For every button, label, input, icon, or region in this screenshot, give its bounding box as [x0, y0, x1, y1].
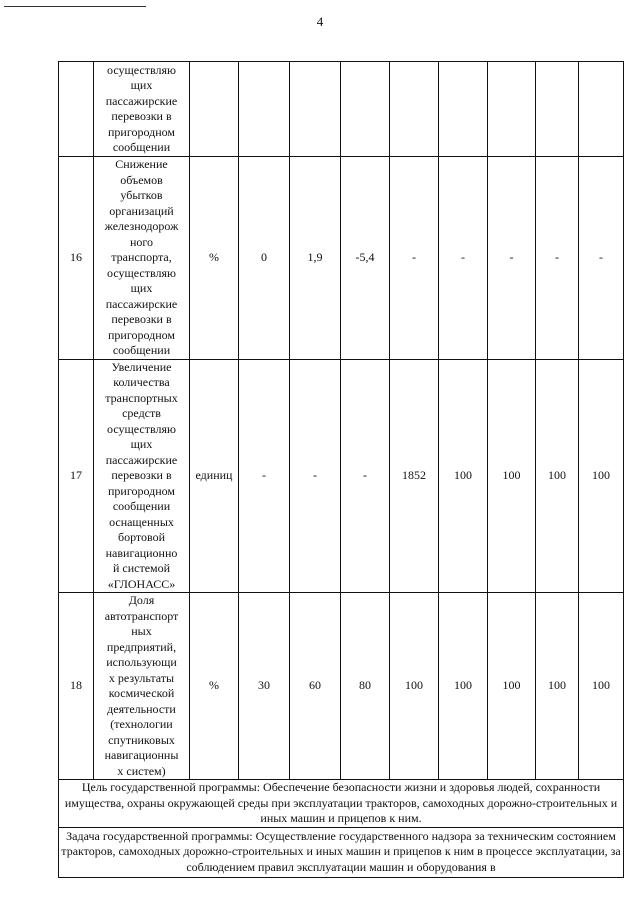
task-row: [59, 827, 624, 877]
value-cell: 30: [239, 593, 290, 780]
page-number: 4: [316, 14, 324, 29]
table-body: [59, 62, 624, 780]
goal-text: Цель государственной программы: Обеспечение безопасности жизни и здоровья людей, сохранности имущества, охраны окружающей среды при эксплуатации тракторов, самоходных дорожно-строительных и иных машин и прицепов к ним.: [59, 780, 624, 828]
value-cell: 0: [239, 157, 290, 360]
value-cell: -: [341, 359, 390, 593]
row-number-cell: 17: [59, 359, 94, 593]
value-cell: 100: [488, 593, 536, 780]
row-number-cell: [59, 62, 94, 157]
indicator-name-cell: Увеличение количества транспортных средств осуществляю щих пассажирские перевозки в пригородном сообщении оснащенных бортовой навигационно й системой «ГЛОНАСС»: [94, 359, 190, 593]
value-cell: [290, 62, 341, 157]
value-cell: 100: [439, 359, 488, 593]
value-cell: [579, 62, 624, 157]
table-row: [59, 359, 624, 593]
value-cell: 100: [488, 359, 536, 593]
value-cell: -: [439, 157, 488, 360]
value-cell: [239, 62, 290, 157]
row-number-cell: 18: [59, 593, 94, 780]
value-cell: -: [390, 157, 439, 360]
value-cell: 80: [341, 593, 390, 780]
value-cell: -: [536, 157, 579, 360]
unit-cell: единиц: [190, 359, 239, 593]
header-rule: [4, 6, 146, 7]
value-cell: -5,4: [341, 157, 390, 360]
table-row: [59, 593, 624, 780]
value-cell: 100: [579, 359, 624, 593]
value-cell: 100: [390, 593, 439, 780]
value-cell: [439, 62, 488, 157]
value-cell: -: [290, 359, 341, 593]
value-cell: 100: [579, 593, 624, 780]
value-cell: [341, 62, 390, 157]
unit-cell: %: [190, 157, 239, 360]
unit-cell: %: [190, 593, 239, 780]
value-cell: [390, 62, 439, 157]
value-cell: [488, 62, 536, 157]
indicators-table: [58, 61, 624, 878]
unit-cell: [190, 62, 239, 157]
row-number-cell: 16: [59, 157, 94, 360]
goal-row: [59, 780, 624, 828]
value-cell: [536, 62, 579, 157]
value-cell: 100: [536, 593, 579, 780]
value-cell: 1,9: [290, 157, 341, 360]
value-cell: 60: [290, 593, 341, 780]
task-text: Задача государственной программы: Осуществление государственного надзора за техническим состоянием тракторов, самоходных дорожно-строительных и иных машин и прицепов к ним в процессе эксплуатации, за соблюдением правил эксплуатации машин и оборудования в: [59, 827, 624, 877]
table-row: [59, 157, 624, 360]
value-cell: 100: [536, 359, 579, 593]
indicator-name-cell: Доля автотранспорт ных предприятий, использующи х результаты космической деятельности (технологии спутниковых навигационны х систем): [94, 593, 190, 780]
value-cell: -: [579, 157, 624, 360]
indicator-name-cell: Снижение объемов убытков организаций железнодорож ного транспорта, осуществляю щих пассажирские перевозки в пригородном сообщении: [94, 157, 190, 360]
value-cell: -: [239, 359, 290, 593]
indicator-name-cell: осуществляю щих пассажирские перевозки в пригородном сообщении: [94, 62, 190, 157]
value-cell: -: [488, 157, 536, 360]
table-row: [59, 62, 624, 157]
value-cell: 1852: [390, 359, 439, 593]
value-cell: 100: [439, 593, 488, 780]
